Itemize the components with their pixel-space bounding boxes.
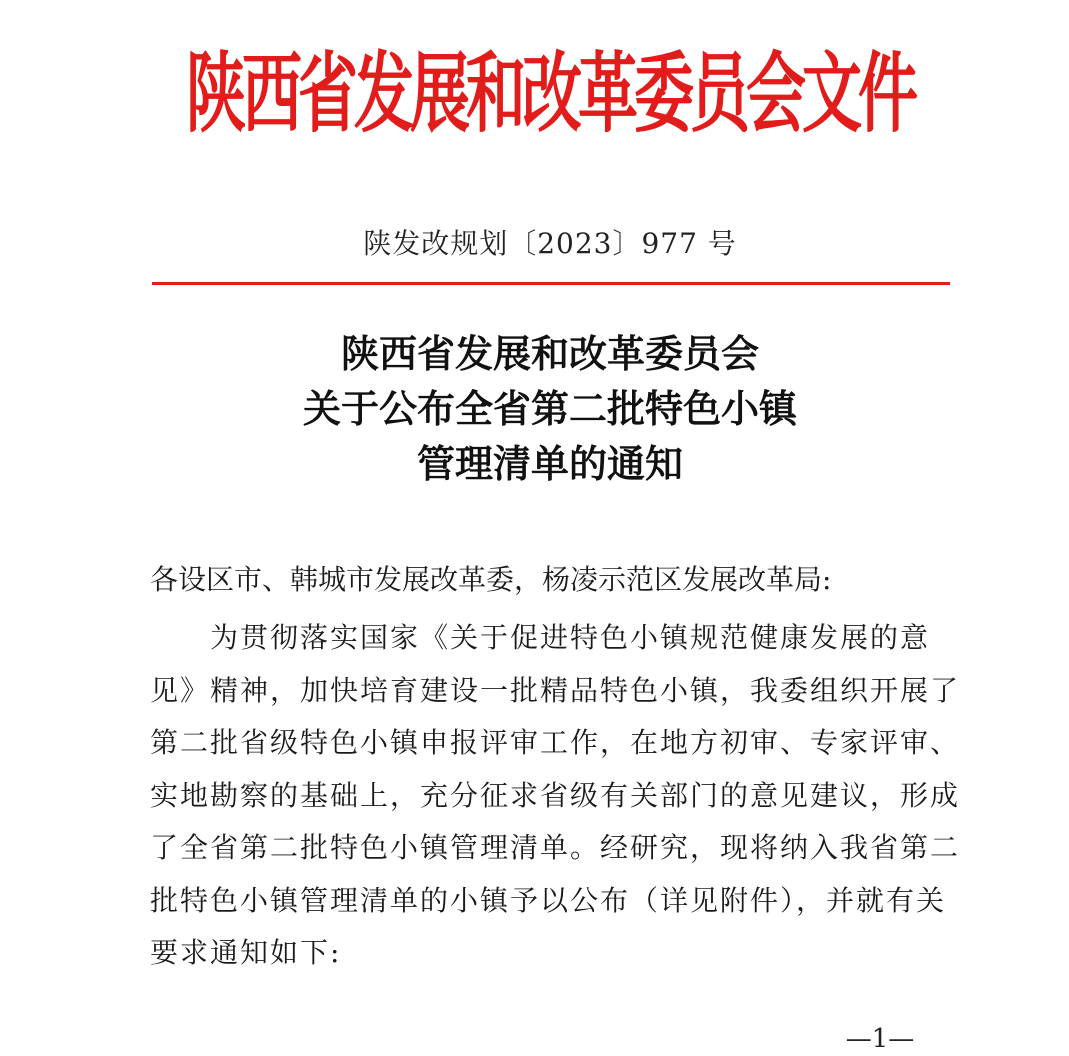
title-line-1: 陕西省发展和改革委员会	[340, 331, 759, 376]
salutation: 各设区市、韩城市发展改革委，杨凌示范区发展改革局:	[150, 563, 832, 596]
body-line: 第二批省级特色小镇申报评审工作，在地方初审、专家评审、	[150, 726, 961, 759]
title-line-2: 关于公布全省第二批特色小镇	[302, 386, 797, 431]
document-number: 陕发改规划〔2023〕977 号	[363, 227, 737, 260]
red-divider-line	[152, 282, 950, 285]
body-line: 了全省第二批特色小镇管理清单。经研究，现将纳入我省第二	[150, 831, 961, 864]
body-line: 见》精神，加快培育建设一批精品特色小镇，我委组织开展了	[150, 673, 961, 707]
title-line-3: 管理清单的通知	[416, 441, 683, 486]
body-line: 批特色小镇管理清单的小镇予以公布（详见附件），并就有关	[150, 883, 947, 917]
document-title	[150, 326, 950, 491]
body-line: 为贯彻落实国家《关于促进特色小镇规范健康发展的意	[210, 621, 931, 654]
masthead-title: 陕西省发展和改革委员会文件	[186, 43, 914, 146]
body-line: 实地勘察的基础上，充分征求省级有关部门的意见建议，形成	[150, 778, 961, 812]
body-paragraph	[150, 615, 970, 983]
body-line: 要求通知如下:	[150, 936, 342, 969]
page-number: —1—	[845, 1024, 915, 1054]
